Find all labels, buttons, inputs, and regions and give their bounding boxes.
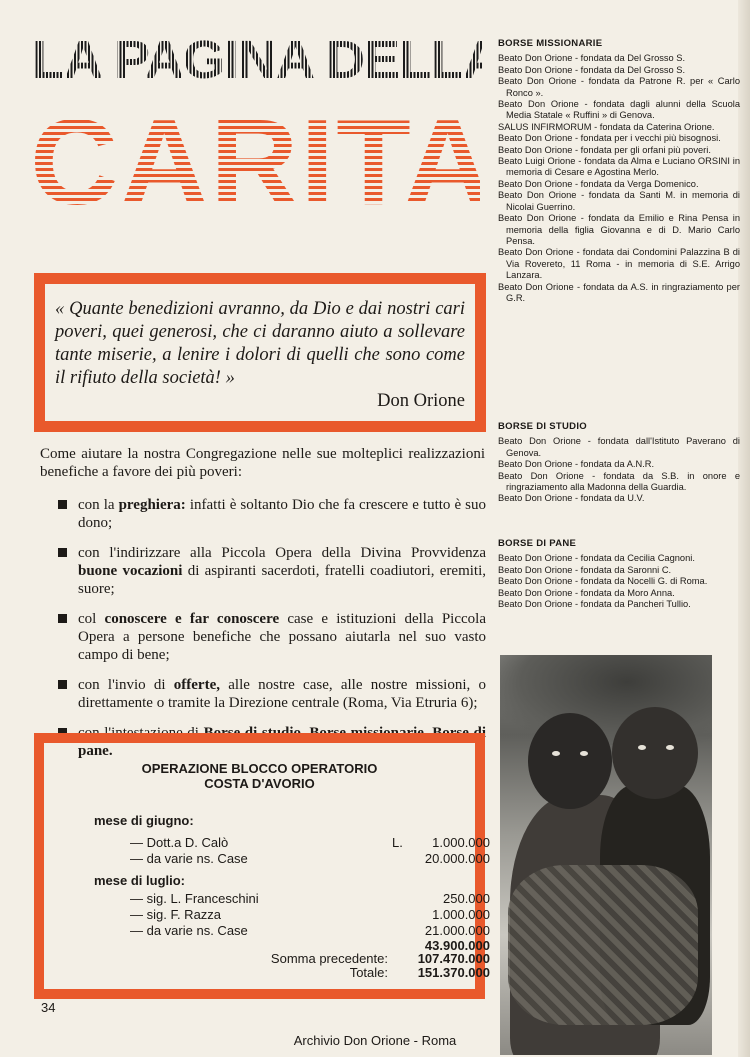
borsa-entry: Beato Don Orione - fondata per gli orfani più poveri. bbox=[498, 144, 711, 155]
way-item bbox=[58, 544, 486, 598]
july-label: mese di luglio: bbox=[94, 873, 186, 888]
donation-row bbox=[130, 835, 490, 851]
photo-cloth-wrap bbox=[508, 865, 698, 1025]
photo-eye bbox=[580, 751, 588, 756]
borsa-entry: Beato Luigi Orione - fondata da Alma e Luciano ORSINI in memoria di Cesare e Agostina Merlo. bbox=[498, 156, 740, 178]
donation-row bbox=[130, 923, 490, 939]
title-line-2: CARITA' bbox=[30, 94, 525, 230]
amount: 1.000.000 bbox=[432, 907, 490, 922]
borse-studio-heading: BORSE DI STUDIO bbox=[498, 421, 587, 432]
total-amount: 151.370.000 bbox=[417, 965, 490, 980]
borsa-entry: Beato Don Orione - fondata da Patrone R. per « Carlo Ronco ». bbox=[498, 76, 740, 98]
borsa-entry: Beato Don Orione - fondata dagli alunni della Scuola Media Statale « Ruffini » di Genova. bbox=[498, 99, 740, 121]
way-text-pre: con l'indirizzare alla Piccola Opera della Divina Provvidenza bbox=[78, 545, 486, 561]
way-text-bold: offerte, bbox=[173, 677, 220, 693]
bullet-square-icon bbox=[58, 500, 67, 509]
borsa-entry: Beato Don Orione - fondata da U.V. bbox=[498, 493, 645, 504]
borsa-entry: Beato Don Orione - fondata da Nocelli G. di Roma. bbox=[498, 576, 708, 587]
photo-child-head bbox=[528, 713, 612, 809]
way-text-bold: buone vocazioni bbox=[78, 563, 183, 579]
archive-caption: Archivio Don Orione - Roma bbox=[293, 1033, 457, 1048]
photo-eye bbox=[552, 751, 560, 756]
page-number: 34 bbox=[41, 1000, 56, 1015]
bullet-square-icon bbox=[58, 614, 67, 623]
donation-row bbox=[130, 851, 490, 867]
amount: 250.000 bbox=[443, 891, 490, 906]
amount: 20.000.000 bbox=[424, 851, 490, 866]
borsa-entry: Beato Don Orione - fondata da Del Grosso S. bbox=[498, 53, 686, 64]
borsa-entry: Beato Don Orione - fondata da Pancheri Tullio. bbox=[498, 599, 691, 610]
total-row bbox=[194, 965, 490, 981]
way-text-post: infatti è soltanto Dio che fa crescere e tutto è suo dono; bbox=[78, 497, 487, 531]
way-text-bold: preghiera: bbox=[118, 497, 186, 513]
borsa-entry: Beato Don Orione - fondata da Emilio e Rina Pensa in memoria della figlia Giovanna e di D. Mario Carlo Pensa. bbox=[498, 213, 740, 246]
way-text-bold: conoscere e far conoscere bbox=[104, 611, 280, 627]
way-item bbox=[58, 676, 486, 712]
photo-child-head bbox=[612, 707, 698, 799]
borse-studio-section bbox=[498, 421, 740, 505]
bullet-square-icon bbox=[58, 548, 67, 557]
way-item bbox=[58, 496, 486, 532]
borsa-entry: Beato Don Orione - fondata dall'Istituto Paverano di Genova. bbox=[498, 436, 740, 458]
donor: — Dott.a D. Calò bbox=[130, 835, 229, 850]
operation-box bbox=[34, 733, 490, 999]
quote-author: Don Orione bbox=[377, 391, 465, 411]
photo-eye bbox=[666, 745, 674, 750]
borsa-entry: Beato Don Orione - fondata da A.N.R. bbox=[498, 459, 655, 470]
way-text-bold: Borse di studio, Borse missionarie, Borse di pane. bbox=[78, 725, 486, 759]
borsa-entry: SALUS INFIRMORUM - fondata da Caterina Orione. bbox=[498, 121, 715, 132]
borse-missionarie-heading: BORSE MISSIONARIE bbox=[498, 38, 603, 49]
quote-text: « Quante benedizioni avranno, da Dio e dai nostri cari poveri, quei generosi, che ci daranno aiuto a sollevare tante miserie, a lenire i dolori di quelli che sono come il rifiuto della società! » bbox=[55, 299, 465, 388]
borse-pane-section bbox=[498, 538, 740, 610]
way-text-post: alle nostre case, alle nostre missioni, o direttamente o tramite la Direzione centrale (Roma, Via Etruria 6); bbox=[78, 677, 486, 711]
currency: L. bbox=[392, 835, 403, 850]
quote-box bbox=[34, 273, 486, 432]
operation-title-line-2: COSTA D'AVORIO bbox=[204, 776, 315, 791]
intro-paragraph: Come aiutare la nostra Congregazione nelle sue molteplici realizzazioni benefiche a favore dei più poveri: bbox=[40, 446, 485, 480]
way-text-pre: con la bbox=[78, 497, 119, 513]
way-text-pre: col bbox=[78, 611, 105, 627]
donation-row bbox=[130, 907, 490, 923]
way-item bbox=[58, 610, 486, 664]
previous-sum-amount: 107.470.000 bbox=[417, 951, 490, 966]
borsa-entry: Beato Don Orione - fondata dai Condomini Palazzina B di Via Rovereto, 11 Roma - in memoria di S.E. Arrigo Lanzara. bbox=[498, 247, 740, 281]
borsa-entry: Beato Don Orione - fondata da Saronni C. bbox=[498, 564, 672, 575]
borse-pane-heading: BORSE DI PANE bbox=[498, 538, 577, 549]
borsa-entry: Beato Don Orione - fondata da Santi M. in memoria di Nicolai Guerrino. bbox=[498, 190, 740, 212]
donor: — sig. L. Franceschini bbox=[130, 891, 259, 906]
june-label: mese di giugno: bbox=[94, 813, 194, 828]
photo-eye bbox=[638, 745, 646, 750]
borse-missionarie-section bbox=[498, 38, 740, 304]
borsa-entry: Beato Don Orione - fondata da Verga Domenico. bbox=[498, 178, 699, 189]
amount: 21.000.000 bbox=[424, 923, 490, 938]
previous-sum-label: Somma precedente: bbox=[270, 951, 388, 966]
amount: 1.000.000 bbox=[432, 835, 490, 850]
way-text-pre: con l'invio di bbox=[78, 677, 174, 693]
borsa-entry: Beato Don Orione - fondata da S.B. in onore e ringraziamento alla Madonna della Guardia. bbox=[498, 470, 740, 493]
ways-list bbox=[58, 496, 486, 772]
borsa-entry: Beato Don Orione - fondata da Moro Anna. bbox=[498, 587, 675, 598]
donor: — sig. F. Razza bbox=[130, 907, 222, 922]
donor: — da varie ns. Case bbox=[130, 923, 248, 938]
way-text-pre: con l'intestazione di bbox=[78, 725, 204, 741]
bullet-square-icon bbox=[58, 680, 67, 689]
way-text-post: di aspiranti sacerdoti, fratelli coadiutori, eremiti, suore; bbox=[78, 563, 486, 597]
borsa-entry: Beato Don Orione - fondata per i vecchi più bisognosi. bbox=[498, 133, 721, 144]
operation-title bbox=[44, 761, 475, 791]
operation-title-line-1: OPERAZIONE BLOCCO OPERATORIO bbox=[141, 761, 378, 776]
way-text-post: case e istituzioni della Piccola Opera a persone benefiche che possano aiutarla nel suo vasto campo di bene; bbox=[78, 611, 486, 663]
title-line-1: LA PAGINA DELLA bbox=[32, 30, 501, 90]
total-label: Totale: bbox=[349, 965, 388, 980]
donation-row bbox=[130, 891, 490, 907]
children-photo bbox=[500, 655, 712, 1055]
borsa-entry: Beato Don Orione - fondata da Cecilia Cagnoni. bbox=[498, 553, 695, 564]
borsa-entry: Beato Don Orione - fondata da A.S. in ringraziamento per G.R. bbox=[498, 281, 740, 303]
borsa-entry: Beato Don Orione - fondata da Del Grosso S. bbox=[498, 64, 686, 75]
subtotal-amount: 43.900.000 bbox=[424, 938, 490, 953]
donor: — da varie ns. Case bbox=[130, 851, 248, 866]
